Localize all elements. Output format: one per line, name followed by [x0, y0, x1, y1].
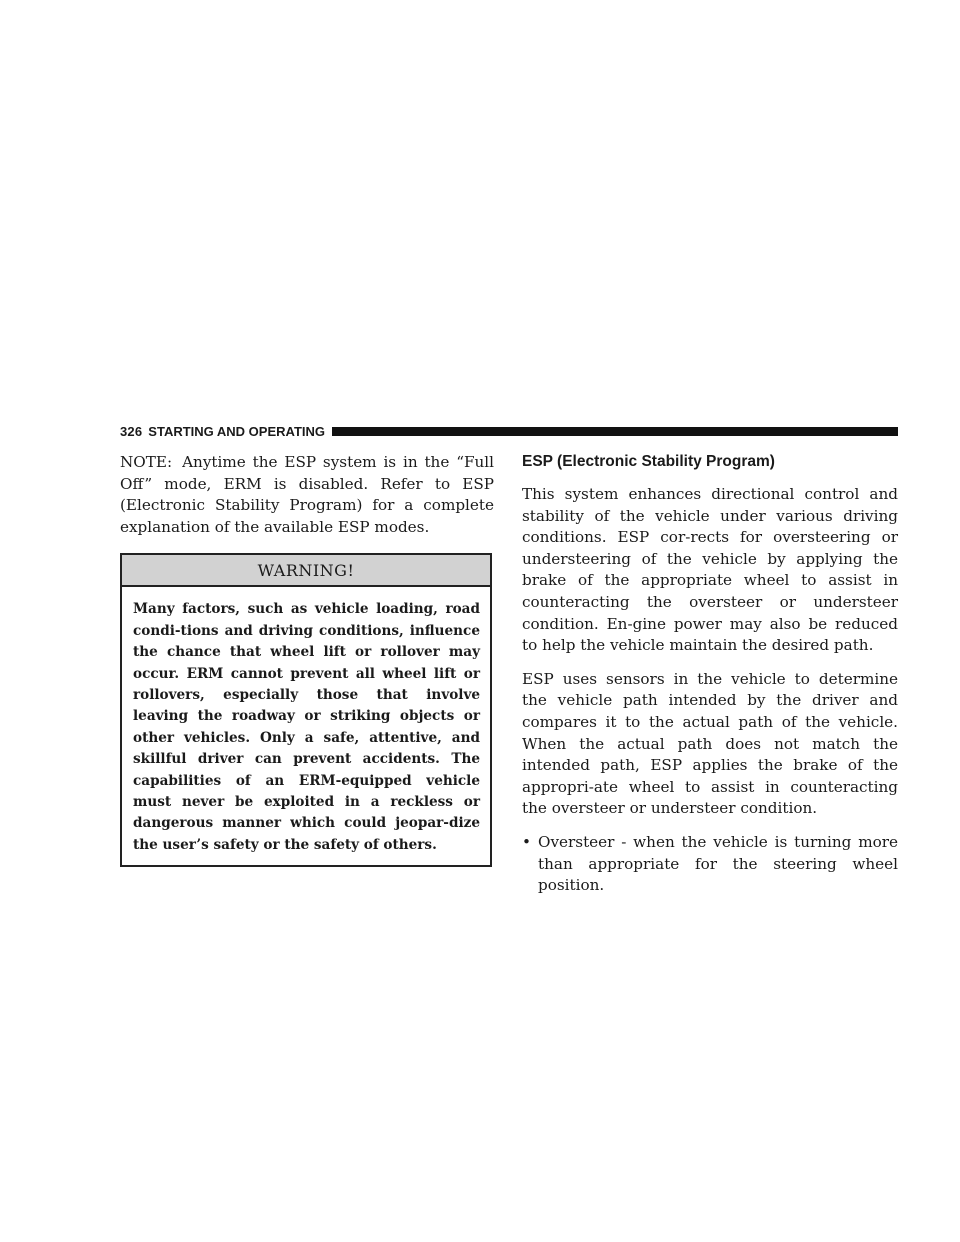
- esp-paragraph-2: ESP uses sensors in the vehicle to determine the vehicle path intended by the driver and compares it to the actual path of the vehicle. When the actual path does not match the intended path, ESP applies the brake of the appropri-ate wheel to assist in counteracting the oversteer or understeer condition.: [522, 669, 898, 818]
- esp-heading: ESP (Electronic Stability Program): [522, 453, 775, 470]
- bullet-list: [522, 832, 898, 897]
- esp-paragraph-1: This system enhances directional control and stability of the vehicle under various driving conditions. ESP cor-rects for oversteering or understeering of the vehicle by applying the brake of the appropriate wheel to assist in counteracting the oversteer or understeer condition. En-gine power may also be reduced to help the vehicle maintain the desired path.: [522, 485, 898, 655]
- note-text: Anytime the ESP system is in the “Full Off” mode, ERM is disabled. Refer to ESP (Electronic Stability Program) for a complete explanation of the available ESP modes.: [120, 453, 494, 536]
- section-title: STARTING AND OPERATING: [148, 423, 325, 439]
- page-number: 326: [120, 423, 143, 439]
- note-paragraph: [120, 452, 494, 538]
- right-column: [522, 452, 898, 897]
- page-header: [120, 423, 898, 439]
- header-rule: [332, 427, 898, 436]
- left-column: [120, 452, 494, 867]
- warning-box: [120, 553, 492, 867]
- list-item: [522, 832, 898, 897]
- bullet-icon: •: [522, 832, 531, 851]
- bullet-text: Oversteer - when the vehicle is turning more than appropriate for the steering wheel position.: [538, 832, 898, 895]
- note-label: NOTE:: [120, 453, 173, 471]
- warning-text: Many factors, such as vehicle loading, road condi-tions and driving conditions, influence the chance that wheel lift or rollover may occur. ERM cannot prevent all wheel lift or rollovers, especially those that involve leaving the roadway or striking objects or other vehicles. Only a safe, attentive, and skillful driver can prevent accidents. The capabilities of an ERM-equipped vehicle must never be exploited in a reckless or dangerous manner which could jeopar-dize the user’s safety or the safety of others.: [133, 601, 480, 853]
- warning-title: WARNING!: [122, 555, 490, 587]
